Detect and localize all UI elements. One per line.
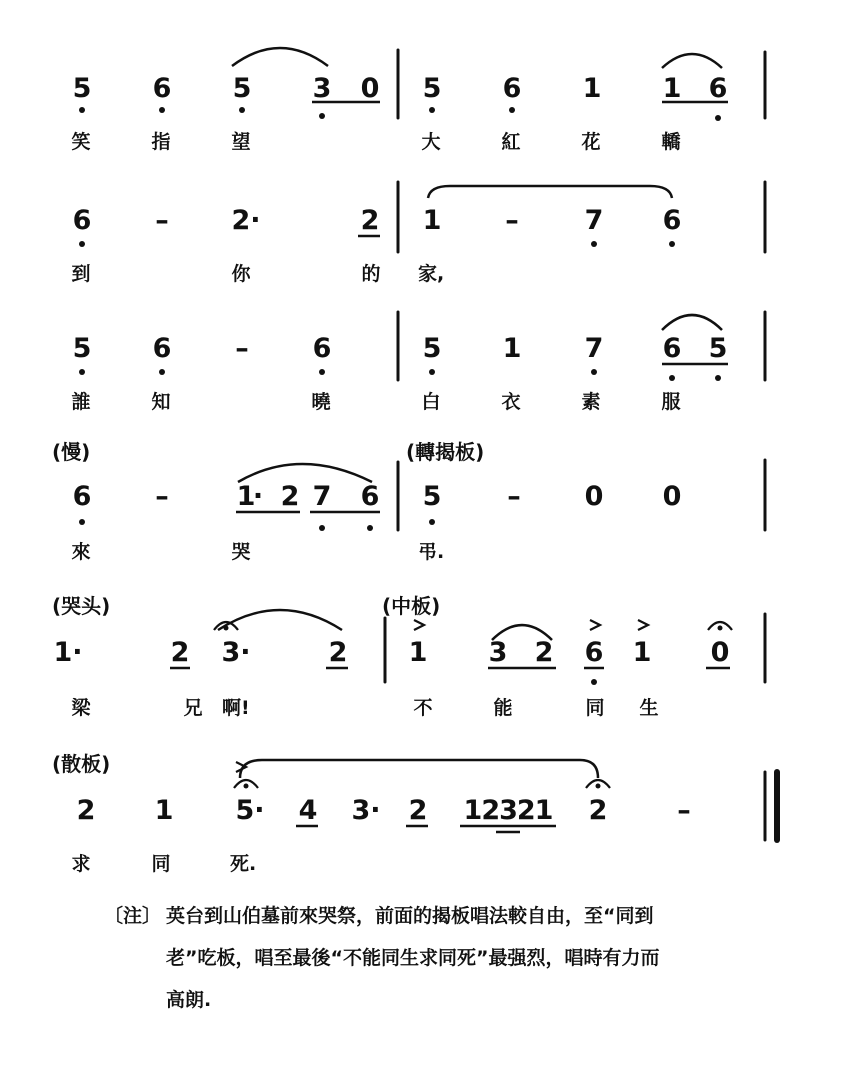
note: 0 (662, 481, 682, 512)
fermata-dot (224, 626, 229, 631)
octave-dot (79, 107, 85, 113)
octave-dot (159, 107, 165, 113)
octave-dot (239, 107, 245, 113)
note: 6 (502, 73, 522, 104)
note: 2· (231, 205, 261, 236)
lyric: 白 (421, 391, 441, 413)
slur-arc (240, 760, 598, 778)
note: 7 (312, 481, 332, 512)
lyric: 同 (585, 697, 605, 719)
octave-dot (591, 679, 597, 685)
note: 6 (152, 333, 172, 364)
accent-icon (414, 620, 424, 630)
tempo-marking: (慢) (52, 440, 91, 464)
note: – (505, 205, 519, 236)
note: 1 (662, 73, 682, 104)
note: – (155, 205, 169, 236)
lyric: 死. (230, 853, 257, 875)
octave-dot (79, 369, 85, 375)
note: · (252, 481, 264, 512)
note: 2 (76, 795, 96, 826)
note: 1 (422, 205, 442, 236)
note: 3· (221, 637, 251, 668)
note: 1 (236, 481, 256, 512)
footnote-line: 老”吃板，唱至最後“不能同生求同死”最强烈，唱時有力而 (166, 947, 660, 969)
octave-dot (367, 525, 373, 531)
lyric: 誰 (71, 391, 91, 413)
tempo-marking: (哭头) (52, 594, 111, 618)
lyric: 家, (418, 263, 445, 285)
note: 1 (502, 333, 522, 364)
lyric: 紅 (501, 131, 521, 153)
lyric: 指 (151, 131, 171, 153)
lyric: 求 (71, 853, 91, 875)
note: 6 (360, 481, 380, 512)
note: 6 (72, 481, 92, 512)
lyric: 到 (71, 263, 91, 285)
note: 2 (328, 637, 348, 668)
note: 4 (298, 795, 318, 826)
note: 1· (53, 637, 83, 668)
note: – (677, 795, 691, 826)
note: 2 (360, 205, 380, 236)
lyric: 弔. (418, 541, 445, 563)
note: – (235, 333, 249, 364)
note: 0 (584, 481, 604, 512)
octave-dot (509, 107, 515, 113)
note: 5 (232, 73, 252, 104)
lyric: 兄 (183, 697, 203, 719)
note: 7 (584, 205, 604, 236)
lyric: 大 (421, 131, 441, 153)
note: – (507, 481, 521, 512)
lyric: 能 (493, 697, 513, 719)
octave-dot (79, 519, 85, 525)
octave-dot (591, 369, 597, 375)
note: 2 (280, 481, 300, 512)
note: 5· (235, 795, 265, 826)
note: 6 (152, 73, 172, 104)
octave-dot (319, 113, 325, 119)
octave-dot (429, 519, 435, 525)
lyric: 知 (151, 391, 171, 413)
lyric: 不 (413, 697, 433, 719)
tempo-marking: (中板) (382, 594, 441, 618)
slur-arc (428, 186, 672, 198)
accent-icon (590, 620, 600, 630)
lyric: 梁 (71, 697, 91, 719)
fermata-dot (718, 626, 723, 631)
octave-dot (429, 369, 435, 375)
tempo-marking: (散板) (52, 752, 111, 776)
octave-dot (715, 375, 721, 381)
note: 7 (584, 333, 604, 364)
lyric: 花 (581, 131, 601, 153)
note: 2 (408, 795, 428, 826)
lyric: 的 (361, 263, 381, 285)
note: 2 (588, 795, 608, 826)
footnote-line: 英台到山伯墓前來哭祭，前面的揭板唱法較自由，至“同到 (166, 905, 654, 927)
lyric: 曉 (311, 391, 331, 413)
fermata-dot (244, 784, 249, 789)
slur-arc (662, 315, 722, 330)
note: 5 (422, 333, 442, 364)
accent-icon (638, 620, 648, 630)
note: 5 (72, 333, 92, 364)
note: 6 (72, 205, 92, 236)
footnote-line: 高朗. (166, 989, 212, 1011)
octave-dot (429, 107, 435, 113)
note: 6 (662, 333, 682, 364)
lyric: 你 (231, 263, 251, 285)
lyric: 哭 (231, 541, 251, 563)
note: 0 (360, 73, 380, 104)
octave-dot (669, 375, 675, 381)
footnote-label: 〔注〕 (104, 905, 162, 927)
lyric: 笑 (71, 131, 91, 153)
slur-arc (232, 48, 328, 66)
octave-dot (159, 369, 165, 375)
lyric: 望 (231, 131, 251, 153)
note: 1 (632, 637, 652, 668)
note: 3· (351, 795, 381, 826)
note: 3 (488, 637, 508, 668)
note: 2 (534, 637, 554, 668)
lyric: 轎 (661, 131, 681, 153)
note: 3 (312, 73, 332, 104)
note: 1 (408, 637, 428, 668)
note: 6 (584, 637, 604, 668)
tempo-marking: (轉揭板) (406, 440, 485, 464)
octave-dot (591, 241, 597, 247)
octave-dot (715, 115, 721, 121)
note: – (155, 481, 169, 512)
note: 6 (312, 333, 332, 364)
note: 1 (582, 73, 602, 104)
octave-dot (79, 241, 85, 247)
slur-arc (662, 54, 722, 68)
lyric: 生 (639, 697, 659, 719)
lyric: 啊! (222, 697, 250, 719)
note: 6 (662, 205, 682, 236)
note: 5 (72, 73, 92, 104)
fermata-dot (596, 784, 601, 789)
note: 2 (170, 637, 190, 668)
note: 1 (154, 795, 174, 826)
accent-icon (236, 762, 246, 772)
lyric: 素 (581, 391, 601, 413)
note-group: 12321 (463, 795, 553, 826)
slur-arc (238, 464, 372, 482)
octave-dot (319, 369, 325, 375)
lyric: 來 (71, 541, 91, 563)
note: 5 (422, 481, 442, 512)
note: 5 (708, 333, 728, 364)
lyric: 同 (151, 853, 171, 875)
note: 0 (710, 637, 730, 668)
note: 6 (708, 73, 728, 104)
octave-dot (669, 241, 675, 247)
octave-dot (319, 525, 325, 531)
lyric: 服 (661, 391, 681, 413)
lyric: 衣 (501, 391, 521, 413)
note: 5 (422, 73, 442, 104)
